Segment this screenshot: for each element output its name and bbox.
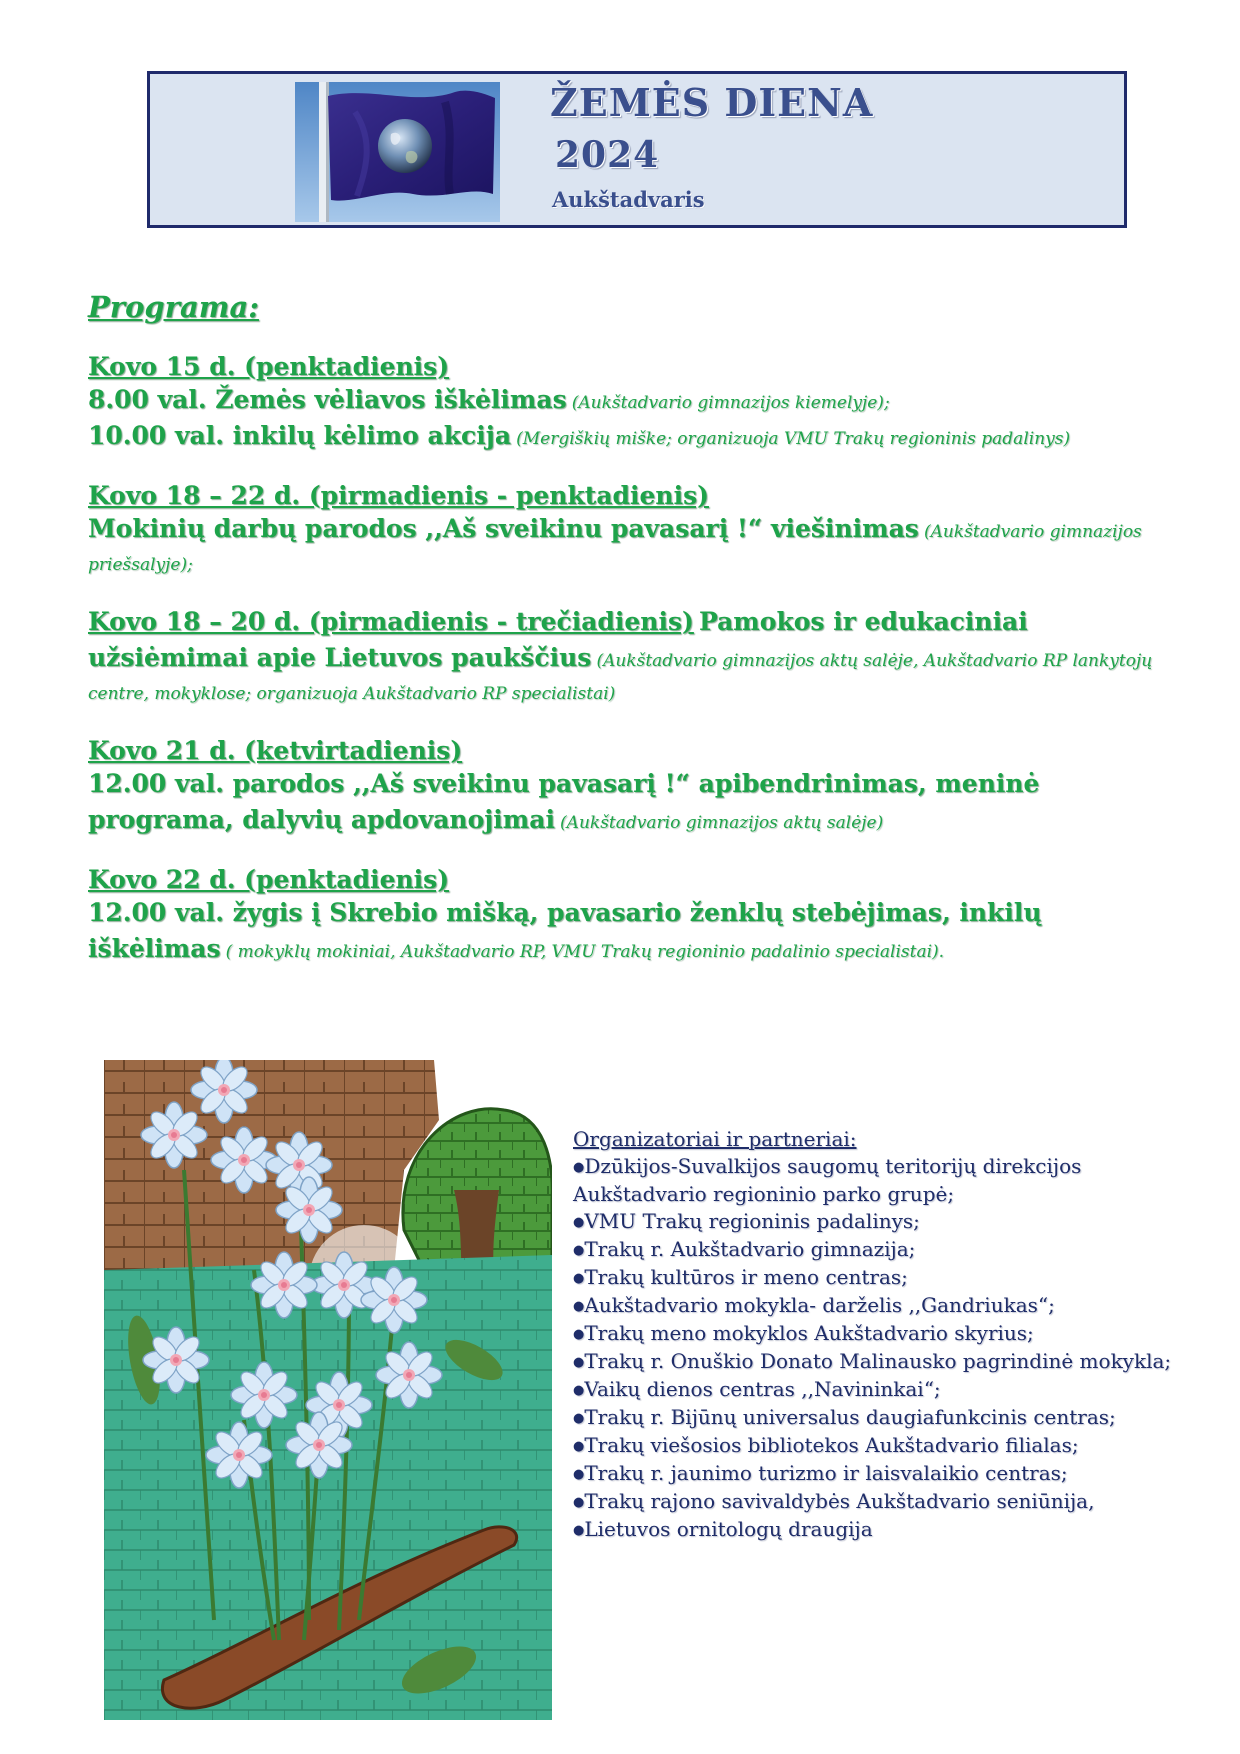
- organizer-item: [573, 1516, 1213, 1544]
- program-event-note: (Aukštadvario gimnazijos aktų salėje): [560, 813, 884, 833]
- organizer-item: [573, 1153, 1213, 1208]
- program-event: [88, 605, 1178, 710]
- program-event-title: 8.00 val. Žemės vėliavos iškėlimas: [88, 385, 567, 414]
- organizer-item: [573, 1404, 1213, 1432]
- organizer-item: [573, 1320, 1213, 1348]
- earth-flag-illustration: [295, 82, 500, 222]
- organizer-name: Trakų viešosios bibliotekos Aukštadvario filialas;: [584, 1433, 1079, 1457]
- program-event-note: ( mokyklų mokiniai, Aukštadvario RP, VMU Trakų regioninio padalinio specialistai).: [225, 942, 945, 962]
- organizer-name: Trakų rajono savivaldybės Aukštadvario seniūnija,: [584, 1489, 1095, 1513]
- event-location: Aukštadvaris: [552, 187, 705, 212]
- organizer-name: Trakų r. Bijūnų universalus daugiafunkcinis centras;: [584, 1405, 1116, 1429]
- program-day-march-15: [88, 350, 1178, 455]
- organizer-item: [573, 1432, 1213, 1460]
- program-day-date: Kovo 22 d. (penktadienis): [88, 865, 450, 894]
- organizer-item: [573, 1488, 1213, 1516]
- event-title: ŽEMĖS DIENA: [550, 80, 874, 125]
- program-day-date: Kovo 18 – 22 d. (pirmadienis - penktadienis): [88, 481, 709, 510]
- program-event-title: Pamokos ir edukaciniai užsiėmimai apie Lietuvos paukščius: [88, 607, 1028, 672]
- program-day-date: Kovo 18 – 20 d. (pirmadienis - trečiadienis): [88, 607, 694, 636]
- header-banner: [147, 71, 1127, 228]
- program-heading: Programa:: [88, 290, 259, 324]
- flowers-illustration: [104, 1060, 552, 1720]
- organizer-item: [573, 1376, 1213, 1404]
- program-day-date: Kovo 21 d. (ketvirtadienis): [88, 736, 463, 765]
- program-event: [88, 767, 1178, 839]
- organizer-item: [573, 1208, 1213, 1236]
- program-event-title: 12.00 val. žygis į Skrebio mišką, pavasario ženklų stebėjimas, inkilų iškėlimas: [88, 898, 1042, 963]
- organizer-item: [573, 1264, 1213, 1292]
- program-event: [88, 896, 1178, 968]
- program-event-title: 10.00 val. inkilų kėlimo akcija: [88, 421, 512, 450]
- event-year: 2024: [555, 134, 660, 176]
- organizer-name: Dzūkijos-Suvalkijos saugomų teritorijų direkcijos Aukštadvario regioninio parko grupė;: [573, 1154, 1082, 1206]
- program-event: [88, 419, 1178, 455]
- program-day-march-18-22: [88, 479, 1178, 581]
- program-day-march-21: [88, 734, 1178, 839]
- program-schedule: [88, 290, 1178, 992]
- program-event-note: (Mergiškių miške; organizuoja VMU Trakų regioninis padalinys): [516, 429, 1071, 449]
- organizers-and-partners: [573, 1126, 1213, 1544]
- program-event: [88, 512, 1178, 581]
- organizer-name: Trakų meno mokyklos Aukštadvario skyrius;: [584, 1321, 1034, 1345]
- organizer-name: Aukštadvario mokykla- darželis ,,Gandriukas“;: [584, 1293, 1055, 1317]
- program-event-note: (Aukštadvario gimnazijos aktų salėje, Aukštadvario RP lankytojų centre, mokyklose; organizuoja Aukštadvario RP specialistai): [88, 651, 1153, 704]
- program-event-title: Mokinių darbų parodos ,,Aš sveikinu pavasarį !“ viešinimas: [88, 514, 919, 543]
- organizer-name: Vaikų dienos centras ,,Navininkai“;: [584, 1377, 941, 1401]
- organizer-item: [573, 1460, 1213, 1488]
- organizer-name: VMU Trakų regioninis padalinys;: [584, 1209, 920, 1233]
- program-day-march-22: [88, 863, 1178, 968]
- program-day-date: Kovo 15 d. (penktadienis): [88, 352, 450, 381]
- organizers-heading: Organizatoriai ir partneriai:: [573, 1127, 857, 1151]
- organizer-item: [573, 1292, 1213, 1320]
- organizer-name: Trakų r. jaunimo turizmo ir laisvalaikio centras;: [584, 1461, 1068, 1485]
- organizer-name: Trakų kultūros ir meno centras;: [584, 1265, 908, 1289]
- spring-flowers-painting: [104, 1060, 552, 1720]
- earth-flag-image: [295, 82, 500, 222]
- organizer-name: Trakų r. Aukštadvario gimnazija;: [584, 1237, 916, 1261]
- organizer-item: [573, 1236, 1213, 1264]
- organizer-name: Lietuvos ornitologų draugija: [584, 1517, 873, 1541]
- program-event-note: (Aukštadvario gimnazijos priešsalyje);: [88, 522, 1142, 575]
- organizer-name: Trakų r. Onuškio Donato Malinausko pagrindinė mokykla;: [584, 1349, 1172, 1373]
- organizer-item: [573, 1348, 1213, 1376]
- program-day-march-18-20: [88, 605, 1178, 710]
- program-event-note: (Aukštadvario gimnazijos kiemelyje);: [571, 393, 890, 413]
- program-event: [88, 383, 1178, 419]
- program-event-title: 12.00 val. parodos ,,Aš sveikinu pavasarį !“ apibendrinimas, meninė programa, dalyvių apdovanojimai: [88, 769, 1040, 834]
